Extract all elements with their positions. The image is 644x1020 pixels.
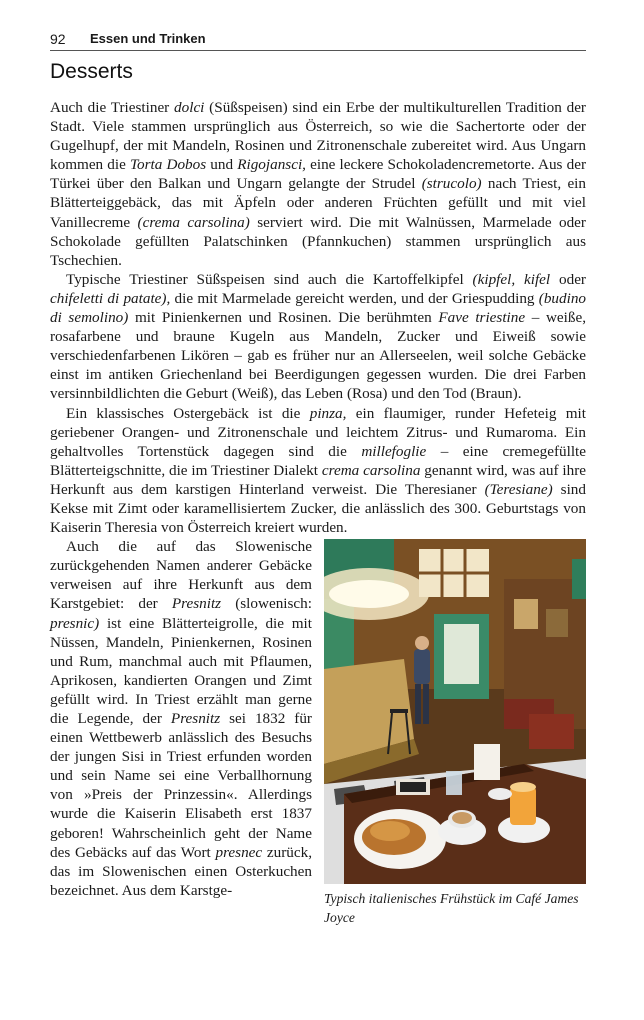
page-number: 92 [50, 31, 66, 47]
text-run: (slowenisch: [221, 595, 312, 613]
italic-term: dolci [174, 99, 205, 116]
text-run: die mit Marmelade gereicht werden, und der Griespudding [170, 289, 539, 307]
text-run: – eine cremegefüllte Blätterteigschnitte, die im Triestiner Dialekt [50, 442, 586, 479]
italic-term: Presnitz [171, 595, 222, 613]
text-run: ist eine Blätterteigrolle, die mit Nüssen, Mandeln, Pinienkernen, Rosinen und Rum, manchmal auch mit Pflaumen, Aprikosen, kandierten Orangen und Zimt gefüllt wird. In Triest erzählt man gerne die Legende, der [50, 614, 312, 727]
text-run: – weiße, rosafarbene und braune Kugeln aus Mandeln, Zucker und Eiweiß sowie verschiedenfarbenen Likören – gab es früher nur an Allerseelen, weil solche Gebäcke einst im antiken Griechenland bei Beerdigungen gegessen wurden. Die drei Farben versinnbildlichten die Geburt (Weiß), das Leben (Rosa) und den Tod (Braun). [50, 309, 587, 403]
text-run: und [206, 156, 238, 174]
text-run: serviert wird. Die mit Walnüssen, Marmelade oder Schokolade gefüllten Palatschinken (Pfannkuchen) stammen ursprünglich aus Tschechien. [50, 213, 586, 269]
text-run: nach Triest, ein Blätterteiggebäck, das mit Äpfeln oder anderen Früchten gefüllt und mit viel Vanillecreme [50, 175, 586, 231]
paragraph [50, 404, 586, 538]
photo-caption: Typisch italienisches Frühstück im Café James Joyce [324, 891, 579, 925]
italic-term: crema carsolina [321, 461, 421, 479]
italic-term: (budino di semolino) [50, 289, 587, 327]
cafe-photo [324, 539, 586, 884]
italic-term: Torta Dobos [129, 156, 207, 174]
italic-term: Presnitz [170, 710, 221, 727]
italic-term: Rigojansci, [237, 156, 306, 174]
italic-term: (Teresiane) [484, 480, 553, 498]
paragraph [50, 270, 586, 404]
italic-term: pinza, [309, 404, 347, 422]
text-run: sei 1832 für einen Wettbewerb anlässlich des Besuchs der jungen Sisi in Triest erfunden worden und sein Name sei eine Verballhornung von »Preis der Prinzessin«. Allerdings wurde die Kaiserin Elisabeth erst 1837 geboren! Wahrscheinlich geht der Name des Gebäcks auf das Wort [50, 710, 312, 861]
text-run: Auch die Triestiner [50, 99, 175, 116]
italic-term: (crema carsolina) [137, 213, 250, 231]
italic-term: presnec [215, 843, 263, 861]
paragraph [50, 98, 586, 270]
italic-term: presnic) [50, 614, 100, 632]
running-header [50, 28, 586, 51]
text-run: Auch die auf das Slowenische zurückgehenden Namen anderer Gebäcke verweisen auf ihre Herkunft aus dem Karstgebiet: der [50, 538, 312, 613]
body-text [50, 98, 587, 925]
photo-figure [324, 539, 586, 925]
text-run: ein flaumiger, runder Hefeteig mit geriebener Orangen- und Zitronenschale und leichtem Zitrus- und Rumaroma. Ein gehaltvolles Tortenstück dagegen sind die [50, 404, 586, 460]
italic-term: Fave triestine [438, 309, 526, 327]
text-run: oder [550, 270, 586, 288]
text-run: sind Kekse mit Zimt oder karamellisiertem Zucker, die anlässlich des 300. Geburtstags von Kaiserin Theresia von Österreich kreiert wurden. [50, 480, 586, 537]
paragraph [50, 537, 586, 925]
italic-term: (kipfel, kifel [472, 270, 551, 288]
italic-term: (strucolo) [421, 175, 482, 193]
italic-term: chifeletti di patate), [50, 289, 171, 307]
text-run: eine leckere Schokoladencremetorte. Aus der Türkei über den Balkan und Ungarn gelangte der Strudel [50, 156, 587, 193]
italic-term: millefoglie [361, 442, 427, 460]
section-title: Essen und Trinken [90, 31, 206, 46]
text-run: Ein klassisches Ostergebäck ist die [66, 404, 310, 422]
text-run: zurück, das im Slowenischen einen Osterkuchen bezeichnet. Aus dem Karstge- [50, 843, 312, 899]
chapter-heading: Desserts [50, 60, 133, 83]
text-run: genannt wird, was auf ihre Herkunft aus dem karstigen Hinterland verweist. Die Theresianer [50, 461, 586, 498]
text-run: Typische Triestiner Süßspeisen sind auch die Kartoffelkipfel [66, 270, 473, 288]
text-run: (Süßspeisen) sind ein Erbe der multikulturellen Tradition der Stadt. Viele stammen ursprünglich aus Österreich, so wie die Sachertorte oder der Gugelhupf, der mit Mandeln, Rosinen und Zitronenschale zubereitet wird. Aus Ungarn kommen die [50, 99, 586, 174]
text-run: mit Pinienkernen und Rosinen. Die berühmten [128, 309, 439, 327]
